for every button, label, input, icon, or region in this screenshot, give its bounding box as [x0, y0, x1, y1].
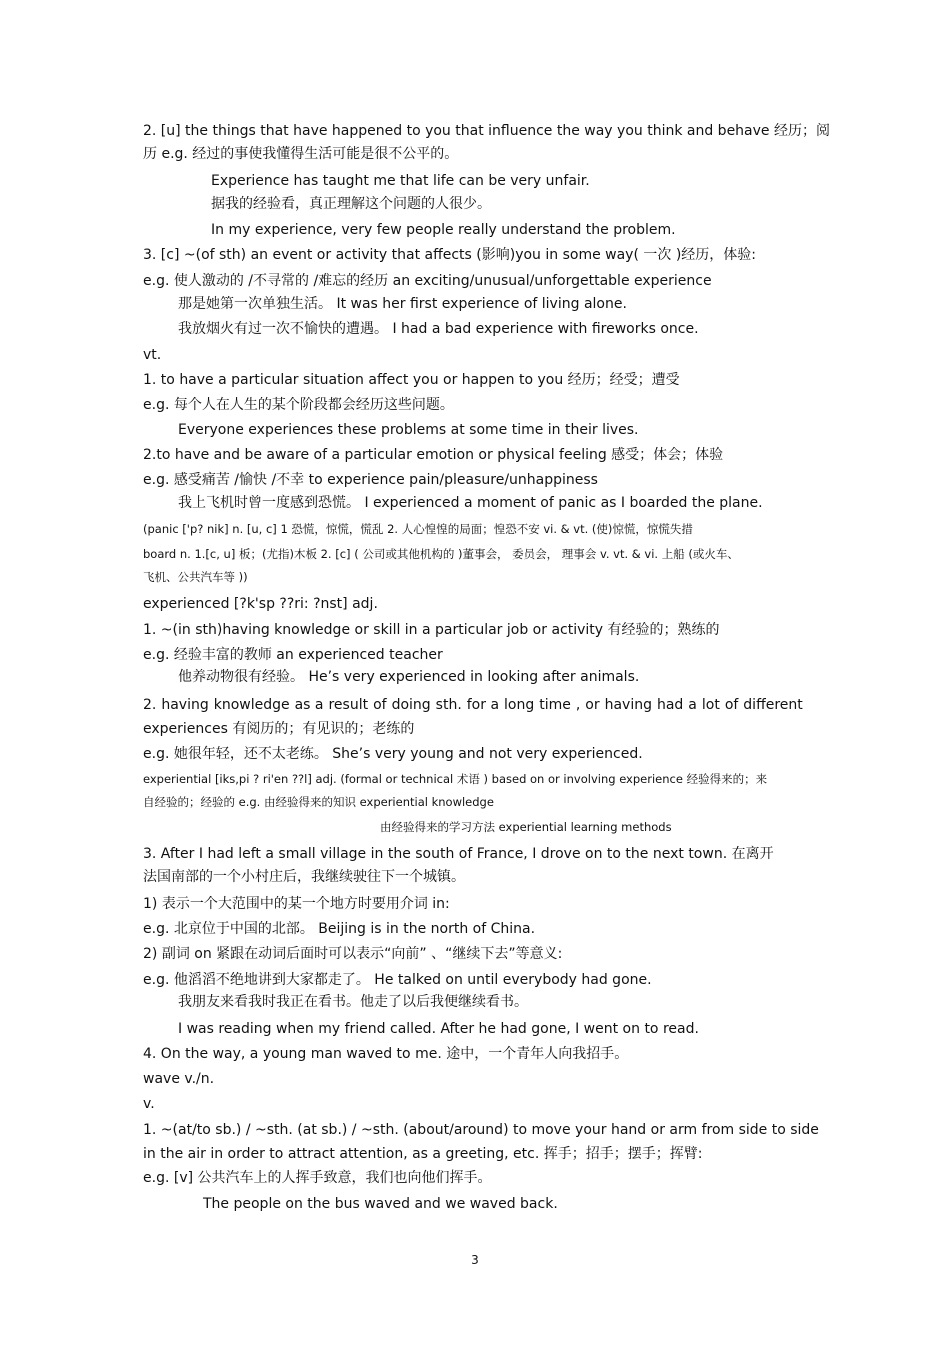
text-line: I was reading when my friend called. After he had gone, I went on to read. [178, 1021, 699, 1037]
text-line: e.g. [v] 公共汽车上的人挥手致意，我们也向他们挥手。 [143, 1170, 492, 1186]
text-line: The people on the bus waved and we waved back. [203, 1196, 558, 1212]
word: time [539, 697, 571, 713]
text-line: e.g. 北京位于中国的北部。 Beijing is in the north of China. [143, 921, 536, 937]
text-line: 据我的经验看，真正理解这个问题的人很少。 [211, 196, 491, 212]
word: for a [466, 697, 500, 713]
word: long [504, 697, 535, 713]
text-line: 4. On the way, a young man waved to me. 途中，一个青年人向我招手。 [143, 1046, 629, 1062]
text-line: 我放烟火有过一次不愉快的遭遇。 I had a bad experience with fireworks once. [178, 321, 699, 337]
word: of [724, 697, 739, 713]
text-line: 历 e.g. 经过的事使我懂得生活可能是很不公平的。 [143, 146, 459, 162]
word: knowledge [213, 697, 290, 713]
text-line: 2) 副词 on 紧跟在动词后面时可以表示“向前” 、“继续下去”等意义: [143, 946, 563, 962]
text-line: 1) 表示一个大范围中的某一个地方时要用介词 in: [143, 896, 450, 912]
word: 2. [143, 697, 157, 713]
text-line: 1. to have a particular situation affect you or happen to you 经历；经受；遭受 [143, 372, 680, 388]
text-line: e.g. 他滔滔不绝地讲到大家都走了。 He talked on until everybody had gone. [143, 972, 652, 988]
text-line: In my experience, very few people really understand the problem. [211, 222, 676, 238]
text-line: vt. [143, 347, 162, 363]
word: of [373, 697, 387, 713]
text-line: v. [143, 1096, 155, 1112]
word: sth. [435, 697, 462, 713]
text-line: 飞机、公共汽车等 )) [143, 570, 248, 584]
text-line: e.g. 感受痛苦 /愉快 /不幸 to experience pain/pleasure/unhappiness [143, 472, 598, 488]
text-line: 3. [c] ~(of sth) an event or activity that affects (影响)you in some way( 一次 )经历，体验: [143, 247, 757, 263]
text-line: 1. ~(at/to sb.) / ~sth. (at sb.) / ~sth. (about/around) to move your hand or arm from side to side [143, 1122, 819, 1138]
text-line: Experience has taught me that life can be very unfair. [211, 173, 590, 189]
text-line: wave v./n. [143, 1071, 215, 1087]
text-line: Everyone experiences these problems at some time in their lives. [178, 422, 639, 438]
word: as a [294, 697, 324, 713]
text-line: 1. ~(in sth)having knowledge or skill in a particular job or activity 有经验的；熟练的 [143, 622, 720, 638]
word: a [688, 697, 697, 713]
word: result [328, 697, 369, 713]
word: lot [701, 697, 720, 713]
text-line: 他养动物很有经验。 He’s very experienced in looking after animals. [178, 669, 640, 685]
word: different [743, 697, 803, 713]
text-line: (panic ['p? nik] n. [u, c] 1 恐慌，惊慌，慌乱 2. 人心惶惶的局面；惶恐不安 vi. & vt. (使)惊慌，惊慌失措 [143, 522, 693, 536]
word: had [656, 697, 684, 713]
text-line: 我朋友来看我时我正在看书。他走了以后我便继续看书。 [178, 994, 528, 1010]
text-line: 2. [u] the things that have happened to you that influence the way you think and behave 经历；阅 [143, 123, 830, 139]
text-line: 由经验得来的学习方法 experiential learning methods [380, 820, 672, 834]
text-line: experienced [?k'sp ??ri: ?nst] adj. [143, 596, 378, 612]
word: having [161, 697, 209, 713]
text-line: 2.to have and be aware of a particular emotion or physical feeling 感受；体会；体验 [143, 447, 724, 463]
text-line: e.g. 每个人在人生的某个阶段都会经历这些问题。 [143, 397, 454, 413]
text-line: 法国南部的一个小村庄后，我继续驶往下一个城镇。 [143, 869, 465, 885]
word: doing [391, 697, 431, 713]
text-line: board n. 1.[c, u] 板；(尤指)木板 2. [c] ( 公司或其他机构的 )董事会， 委员会， 理事会 v. vt. & vi. 上船 (或火车、 [143, 547, 739, 561]
text-line: experiences 有阅历的；有见识的；老练的 [143, 721, 415, 737]
word: , [575, 697, 581, 713]
text-line: 那是她第一次单独生活。 It was her first experience of living alone. [178, 296, 627, 312]
page-number: 3 [471, 1253, 479, 1267]
word: or [585, 697, 600, 713]
justified-text-line [143, 696, 803, 714]
text-line: 我上飞机时曾一度感到恐慌。 I experienced a moment of panic as I boarded the plane. [178, 495, 763, 511]
text-line: e.g. 使人激动的 /不寻常的 /难忘的经历 an exciting/unusual/unforgettable experience [143, 273, 712, 289]
text-line: e.g. 她很年轻，还不太老练。 She’s very young and not very experienced. [143, 746, 643, 762]
text-line: 自经验的；经验的 e.g. 由经验得来的知识 experiential knowledge [143, 795, 494, 809]
text-line: experiential [iks,pi ? ri'en ??l] adj. (formal or technical 术语 ) based on or involving experience 经验得来的；来 [143, 772, 768, 786]
text-line: e.g. 经验丰富的教师 an experienced teacher [143, 647, 443, 663]
text-line: in the air in order to attract attention, as a greeting, etc. 挥手；招手；摆手；挥臂: [143, 1146, 703, 1162]
text-line: 3. After I had left a small village in the south of France, I drove on to the next town. 在离开 [143, 846, 774, 862]
word: having [604, 697, 652, 713]
